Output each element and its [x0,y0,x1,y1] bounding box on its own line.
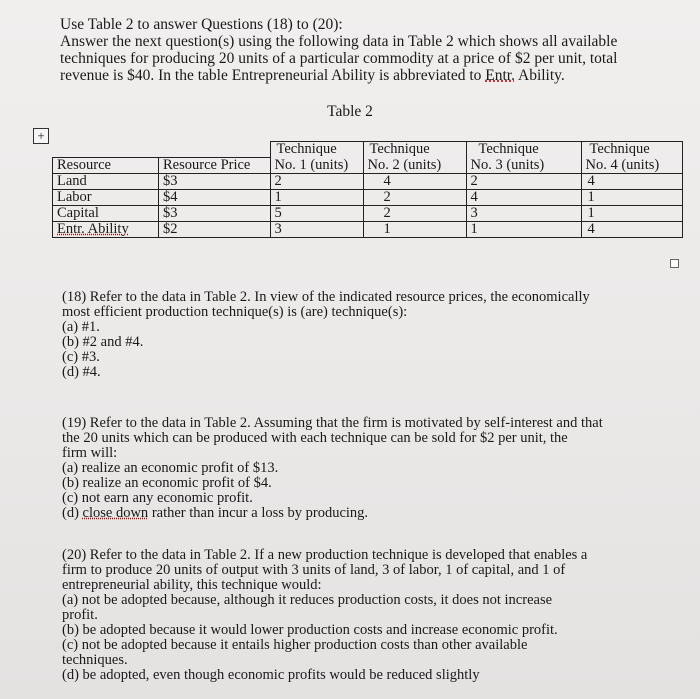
table-header-cell [53,142,159,158]
answer-option-c: (c) not be adopted because it entails higher production costs than other available [62,637,528,653]
table-header-cell: Resource Price [159,157,271,173]
answer-option-b: (b) #2 and #4. [62,334,144,350]
table-cell: 2 [363,205,466,221]
table-header-cell: No. 2 (units) [363,157,466,173]
answer-option-a-cont: profit. [62,607,98,623]
question-text: (19) Refer to the data in Table 2. Assuming that the firm is motivated by self-interest and that [62,415,603,431]
table-cell [53,221,159,237]
answer-option-d: (d) #4. [62,364,101,380]
table-cell: 1 [466,221,581,237]
answer-option-b: (b) realize an economic profit of $4. [62,475,272,491]
option-text-segment: (d) [62,505,83,521]
intro-line [60,67,660,84]
intro-line: Use Table 2 to answer Questions (18) to (20): [60,16,343,33]
answer-option-b: (b) be adopted because it would lower production costs and increase economic profit. [62,622,558,638]
question-text: firm will: [62,445,118,461]
resource-table [52,141,683,238]
intro-text [60,16,660,84]
table-cell: 1 [581,205,682,221]
table-cell: 3 [466,205,581,221]
table-header-cell: Technique [466,142,581,158]
question-text: (20) Refer to the data in Table 2. If a new production technique is developed that enables a [62,547,588,563]
answer-option-d: (d) be adopted, even though economic profits would be reduced slightly [62,667,480,683]
table-cell: 1 [270,189,363,205]
abbreviation-entr-ability: Entr. Ability [57,220,129,237]
question-text: the 20 units which can be produced with each technique can be sold for $2 per unit, the [62,430,568,446]
resize-handle-icon[interactable] [670,259,679,268]
answer-option-a: (a) not be adopted because, although it reduces production costs, it does not increase [62,592,553,608]
table-cell: 4 [466,189,581,205]
question-18 [62,290,652,380]
table-row [53,221,683,237]
answer-option-a: (a) realize an economic profit of $13. [62,460,279,476]
table-move-handle-icon[interactable]: + [33,128,49,144]
table-cell: 2 [466,173,581,189]
table-cell: 4 [363,173,466,189]
intro-line: techniques for producing 20 units of a particular commodity at a price of $2 per unit, total [60,50,618,67]
table-header-cell: Technique [363,142,466,158]
answer-option-c: (c) #3. [62,349,100,365]
intro-text-segment: Ability. [514,67,565,84]
table-header-row [53,142,683,158]
question-text: entrepreneurial ability, this technique would: [62,577,322,593]
abbreviation-entr: Entr. [485,67,515,84]
table-cell: 1 [581,189,682,205]
question-20 [62,548,652,683]
table-header-cell: Technique [270,142,363,158]
table-cell: $2 [159,221,271,237]
table-title: Table 2 [327,103,373,120]
table-cell: 4 [581,173,682,189]
intro-text-segment: revenue is $40. In the table Entrepreneurial Ability is abbreviated to [60,67,486,84]
table-row [53,205,683,221]
table-header-cell: Technique [581,142,682,158]
table-cell: $3 [159,173,271,189]
question-text: most efficient production technique(s) is (are) technique(s): [62,304,408,320]
table-cell: 5 [270,205,363,221]
answer-option-c: (c) not earn any economic profit. [62,490,253,506]
table-cell: Capital [53,205,159,221]
answer-option-a: (a) #1. [62,319,100,335]
question-text: (18) Refer to the data in Table 2. In view of the indicated resource prices, the economically [62,289,590,305]
table-header-cell: Resource [53,157,159,173]
table-header-cell: No. 4 (units) [581,157,682,173]
option-text-segment: rather than incur a loss by producing. [148,505,369,521]
table-cell: Labor [53,189,159,205]
table-cell: $4 [159,189,271,205]
table-cell: Land [53,173,159,189]
answer-option-d [62,506,652,521]
table-header-cell [159,142,271,158]
table-header-cell: No. 3 (units) [466,157,581,173]
question-19 [62,416,652,521]
underlined-phrase: close down [82,505,149,521]
table-header-row [53,157,683,173]
intro-line: Answer the next question(s) using the following data in Table 2 which shows all available [60,33,618,50]
table-cell: 2 [363,189,466,205]
question-text: firm to produce 20 units of output with 3 units of land, 3 of labor, 1 of capital, and 1 of [62,562,566,578]
table-cell: 2 [270,173,363,189]
table-cell: $3 [159,205,271,221]
table-header-cell: No. 1 (units) [270,157,363,173]
table-cell: 4 [581,221,682,237]
table-row [53,173,683,189]
table-cell: 1 [363,221,466,237]
table-cell: 3 [270,221,363,237]
table-row [53,189,683,205]
answer-option-c-cont: techniques. [62,652,128,668]
